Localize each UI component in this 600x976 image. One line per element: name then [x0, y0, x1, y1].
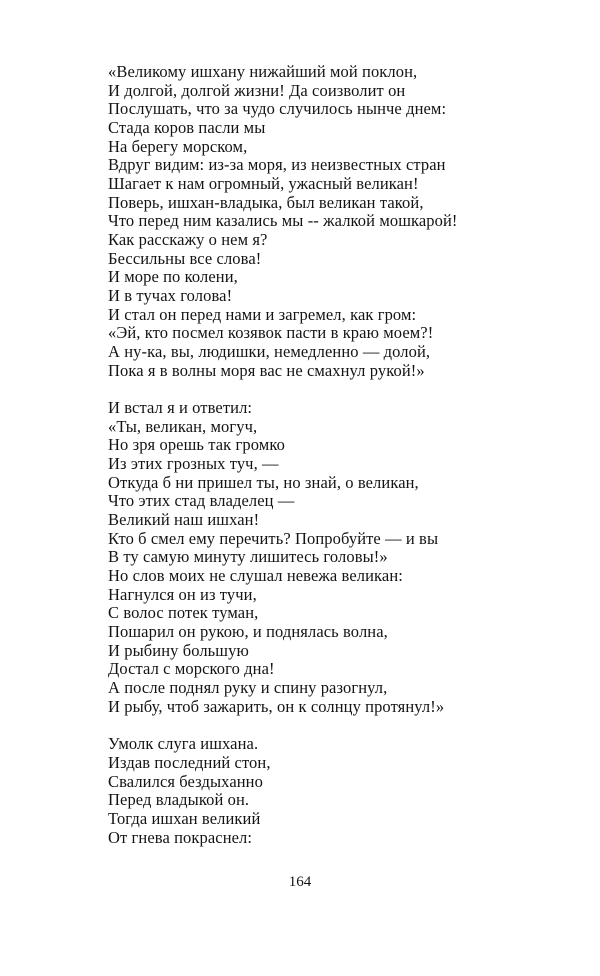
poem-line: Свалился бездыханно — [108, 771, 263, 791]
poem-line: И в тучах голова! — [108, 285, 233, 305]
poem-line: И рыбу, чтоб зажарить, он к солнцу протянул!» — [108, 696, 445, 716]
poem-line: Великий наш ишхан! — [108, 510, 260, 530]
poem-line: Нагнулся он из тучи, — [108, 584, 257, 604]
poem-line: И встал я и ответил: — [108, 398, 253, 418]
poem-line: Вдруг видим: из-за моря, из неизвестных стран — [108, 155, 446, 175]
poem-line: Как расскажу о нем я? — [108, 229, 268, 249]
poem-line: На берегу морском, — [108, 136, 248, 156]
poem-line: Послушать, что за чудо случилось нынче днем: — [108, 99, 447, 119]
poem-line: Издав последний стон, — [108, 752, 271, 772]
poem-line: Что перед ним казались мы -- жалкой мошкарой! — [108, 211, 458, 231]
poem-line: Поверь, ишхан-владыка, был великан такой, — [108, 192, 424, 212]
stanza-3 — [108, 735, 578, 847]
poem-line: Но зря орешь так громко — [108, 435, 285, 455]
poem-line: А ну-ка, вы, людишки, немедленно — долой, — [108, 341, 431, 361]
poem-line: Умолк слуга ишхана. — [108, 734, 259, 754]
poem-line: Кто б смел ему перечить? Попробуйте — и вы — [108, 528, 439, 548]
poem-line: И рыбину большую — [108, 640, 249, 660]
stanza-2 — [108, 399, 578, 716]
poem-line: «Ты, великан, могуч, — [108, 416, 258, 436]
poem-line: Шагает к нам огромный, ужасный великан! — [108, 173, 419, 193]
poem-text — [108, 63, 578, 847]
poem-line: От гнева покраснел: — [108, 827, 253, 847]
poem-line: В ту самую минуту лишитесь головы!» — [108, 547, 388, 567]
poem-line: Пошарил он рукою, и поднялась волна, — [108, 622, 388, 642]
poem-line: Стада коров пасли мы — [108, 117, 266, 137]
poem-line: «Великому ишхану нижайший мой поклон, — [108, 62, 418, 81]
poem-line: И долгой, долгой жизни! Да соизволит он — [108, 80, 406, 100]
poem-line: Что этих стад владелец — — [108, 491, 295, 511]
page-number: 164 — [288, 874, 312, 890]
poem-line: Тогда ишхан великий — [108, 808, 261, 828]
poem-line: «Эй, кто посмел козявок пасти в краю моем?! — [108, 323, 434, 343]
poem-line: Достал с морского дна! — [108, 659, 275, 679]
poem-line: С волос потек туман, — [108, 603, 259, 623]
poem-line: Откуда б ни пришел ты, но знай, о великан, — [108, 472, 419, 492]
poem-line: Перед владыкой он. — [108, 790, 250, 810]
poem-line: Но слов моих не слушал невежа великан: — [108, 566, 403, 586]
poem-line: Пока я в волны моря вас не смахнул рукой!» — [108, 360, 425, 380]
poem-line: Из этих грозных туч, — — [108, 454, 279, 474]
stanza-1 — [108, 63, 578, 380]
poem-line: Бессильны все слова! — [108, 248, 262, 268]
poem-line: А после поднял руку и спину разогнул, — [108, 678, 388, 697]
poem-line: И стал он перед нами и загремел, как гром: — [108, 304, 417, 324]
poem-line: И море по колени, — [108, 267, 238, 287]
